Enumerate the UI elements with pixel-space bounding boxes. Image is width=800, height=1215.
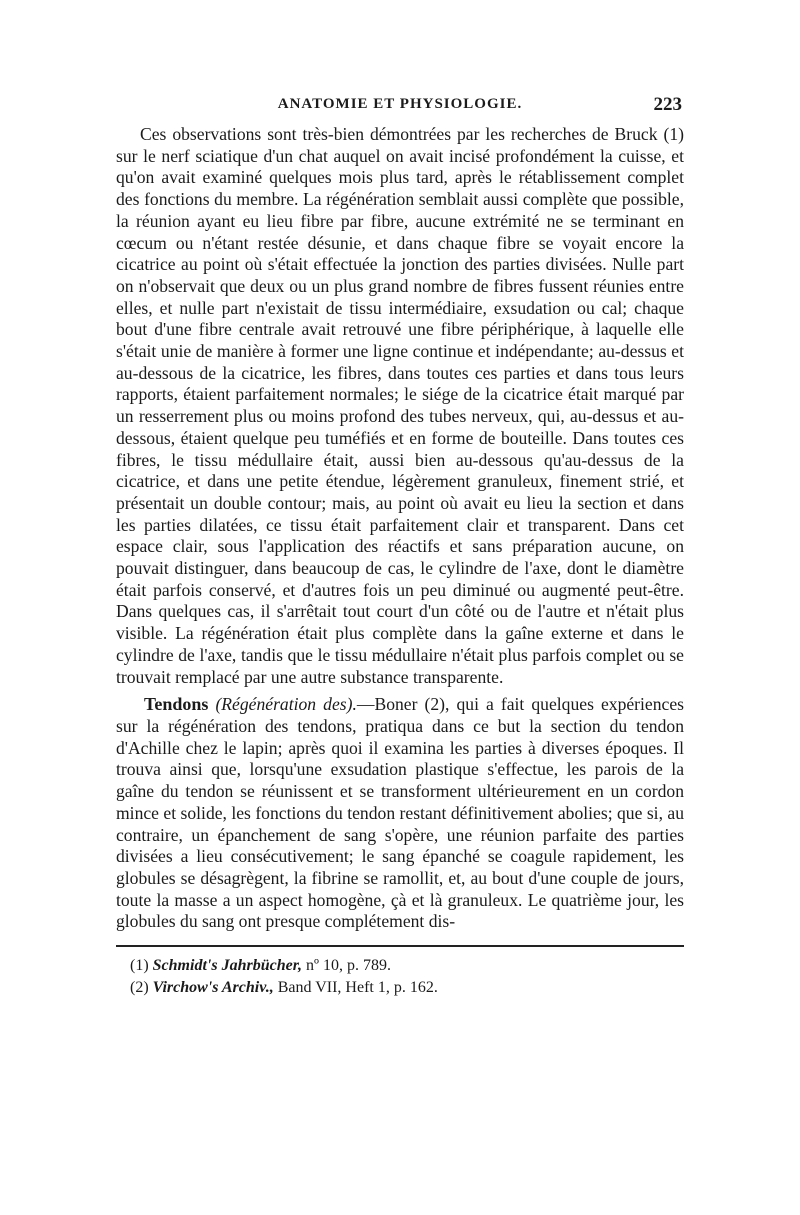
book-page (116, 92, 684, 999)
footnote-marker: (1) (130, 957, 149, 975)
page-header (116, 92, 684, 124)
footnote-source: Schmidt's Jahrbücher, (152, 957, 303, 975)
footnote-detail: Band VII, Heft 1, p. 162. (273, 979, 438, 997)
footnote-marker: (2) (130, 979, 149, 997)
paragraph-tendon-regeneration (116, 694, 684, 933)
paragraph-nerve-regeneration: Ces observations sont très-bien démontrées par les recherches de Bruck (1) sur le nerf sciatique d'un chat auquel on avait incisé profondément la cuisse, et qu'on avait examiné quelques mois plus tard, après le rétablissement complet des fonctions du membre. La régénération semblait aussi complète que possible, la réunion ayant eu lieu fibre par fibre, aucune extrémité ne se terminant en cœcum ou n'étant restée désunie, et dans chaque fibre se voyait encore la cicatrice au point où s'était effectuée la jonction des parties divisées. Nulle part on n'observait que deux ou un plus grand nombre de fibres fussent réunies entre elles, et nulle part n'existait de tissu intermédiaire, exsudation ou cal; chaque bout d'une fibre centrale avait retrouvé une fibre périphérique, à laquelle elle s'était unie de manière à former une ligne continue et indépendante; au-dessus et au-dessous de la cicatrice, les fibres, dans toutes ces parties et dans tous leurs rapports, étaient parfaitement normales; le siége de la cicatrice était marqué par un resserrement plus ou moins profond des tubes nerveux, qui, au-dessus et au-dessous, étaient quelque peu tuméfiés et en forme de bouteille. Dans toutes ces fibres, le tissu médullaire était, aussi bien au-dessous qu'au-dessus de la cicatrice, et dans une petite étendue, légèrement granuleux, finement strié, et présentait un double contour; mais, au point où avait eu lieu la section et dans les parties dilatées, ce tissu était parfaitement clair et transparent. Dans cet espace clair, sous l'application des réactifs et sans préparation aucune, on pouvait distinguer, dans beaucoup de cas, le cylindre de l'axe, dont le diamètre était parfois conservé, et d'autres fois un peu diminué ou augmenté peut-être. Dans quelques cas, il s'arrêtait tout court d'un côté ou de l'autre et n'était plus visible. La régénération était plus complète dans la gaîne externe et dans le cylindre de l'axe, tandis que le tissu médullaire n'était plus parfois complet ou se trouvait remplacé par une autre substance transparente. (116, 124, 684, 687)
section-keyword: Tendons (144, 694, 209, 715)
paragraph-tendon-text: —Boner (2), qui a fait quelques expériences sur la régénération des tendons, pratiqua dans ce but la section du tendon d'Achille chez le lapin; après quoi il examina les parties à diverses époques. Il trouva ainsi que, lorsqu'une exsudation plastique s'effectue, les parois de la gaîne du tendon se réunissent et se transforment ultérieurement en un cordon mince et solide, les fonctions du tendon restant définitivement abolies; que si, au contraire, un épanchement de sang s'opère, une réunion parfaite des parties divisées a lieu consécutivement; le sang épanché se coagule rapidement, les globules se désagrègent, la fibrine se ramollit, et, au bout d'une couple de jours, toute la masse a un aspect homogène, çà et là granuleux. Le quatrième jour, les globules du sang ont presque complétement dis- (116, 694, 684, 932)
running-title: ANATOMIE ET PHYSIOLOGIE. (277, 96, 523, 112)
footnote-divider (116, 945, 684, 947)
footnote-item (130, 955, 684, 977)
footnotes (116, 955, 684, 999)
footnote-item (130, 977, 684, 999)
footnote-source: Virchow's Archiv., (152, 979, 274, 997)
page-number: 223 (653, 94, 682, 115)
section-subheading: (Régénération des). (215, 694, 357, 715)
footnote-detail: nº 10, p. 789. (302, 957, 391, 975)
